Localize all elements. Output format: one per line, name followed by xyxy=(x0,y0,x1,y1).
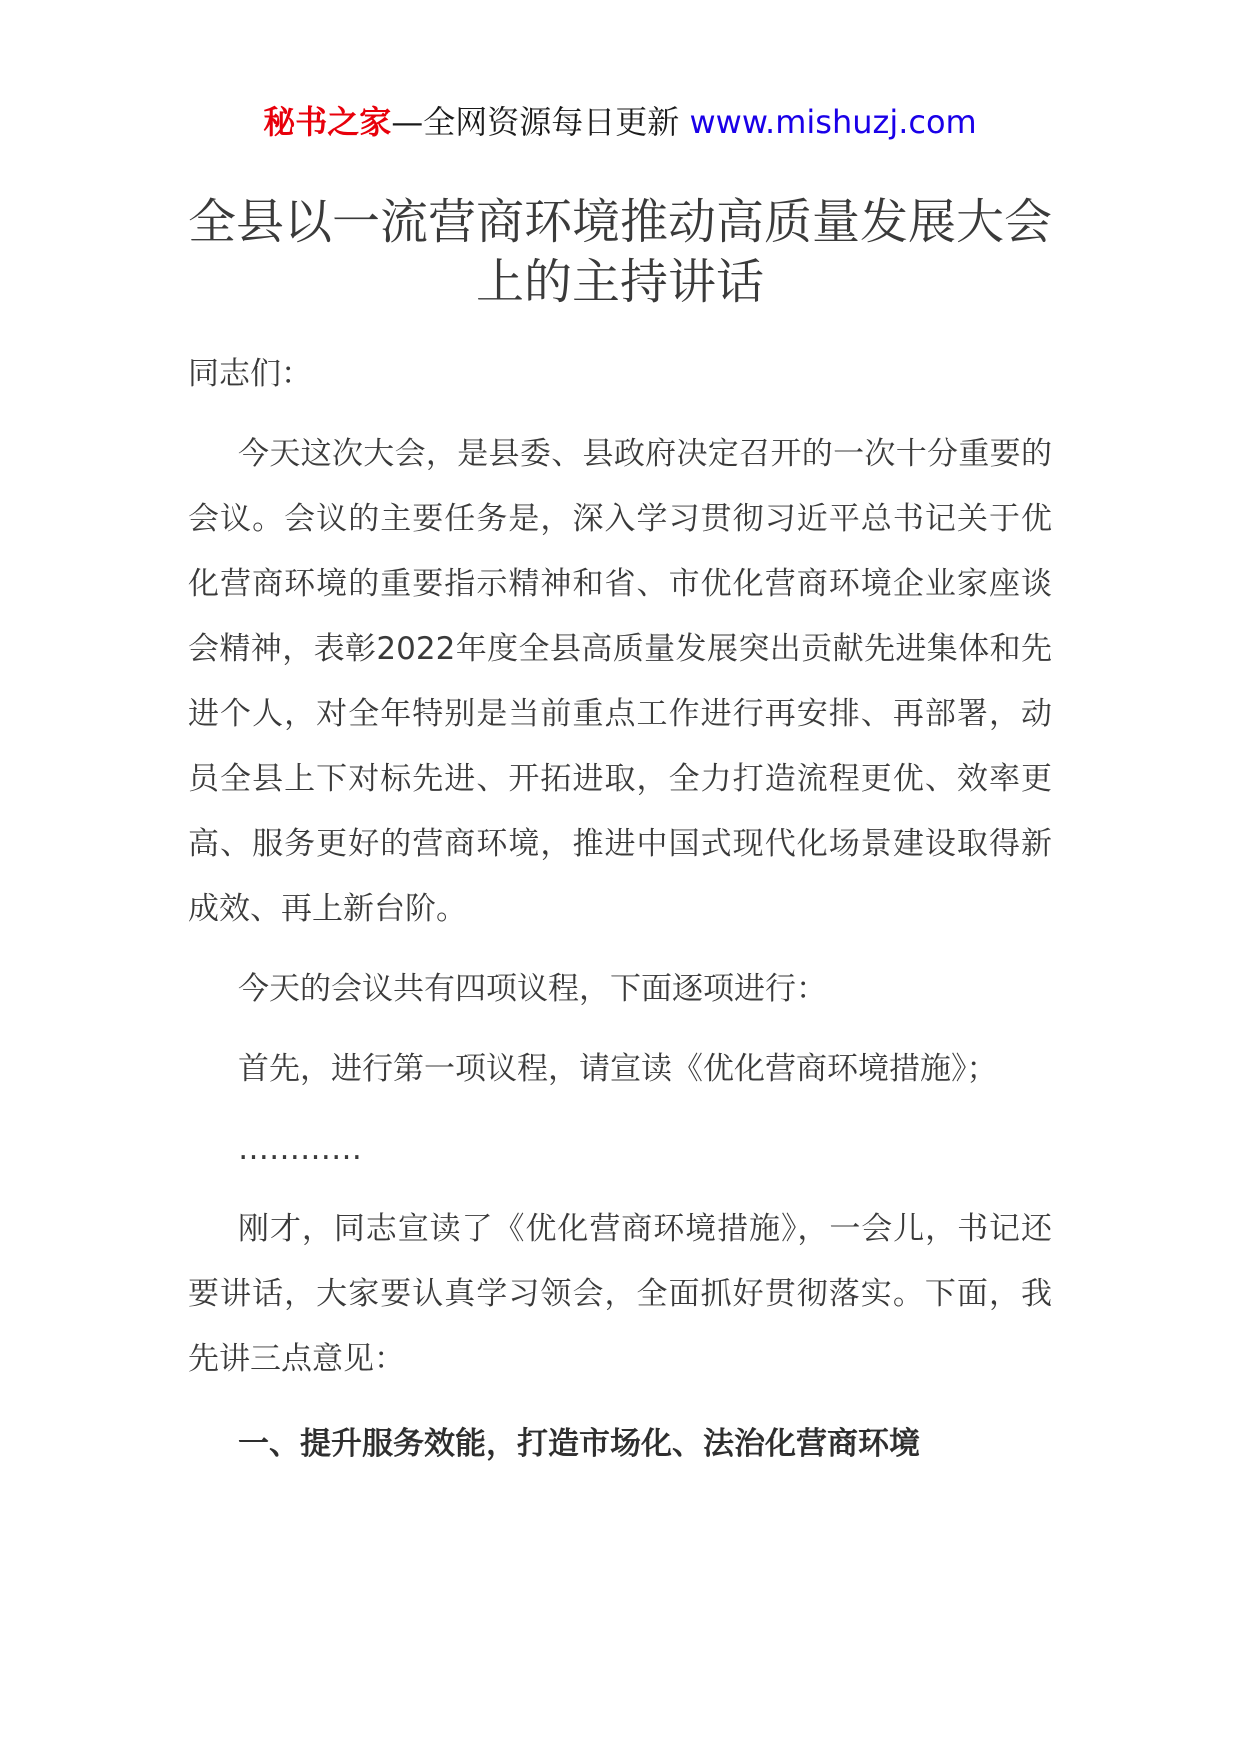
paragraph-remarks: 刚才，同志宣读了《优化营商环境措施》，一会儿，书记还要讲话，大家要认真学习领会，全面抓好贯彻落实。下面，我先讲三点意见： xyxy=(188,1211,1052,1377)
salutation: 同志们： xyxy=(188,356,312,392)
paragraph-agenda: 今天的会议共有四项议程，下面逐项进行： xyxy=(238,971,827,1007)
section-heading: 一、提升服务效能，打造市场化、法治化营商环境 xyxy=(238,1426,920,1462)
document-title: 全县以一流营商环境推动高质量发展大会上的主持讲话 xyxy=(188,194,1053,310)
document-body xyxy=(188,342,1052,1477)
website-link[interactable]: www.mishuzj.com xyxy=(689,103,977,141)
brand-name: 秘书之家 xyxy=(263,103,392,141)
site-header xyxy=(0,100,1240,144)
header-slogan: —全网资源每日更新 xyxy=(391,103,680,141)
paragraph-intro: 今天这次大会，是县委、县政府决定召开的一次十分重要的会议。会议的主要任务是，深入学习贯彻习近平总书记关于优化营商环境的重要指示精神和省、市优化营商环境企业家座谈会精神，表彰2022年度全县高质量发展突出贡献先进集体和先进个人，对全年特别是当前重点工作进行再安排、再部署，动员全县上下对标先进、开拓进取，全力打造流程更优、效率更高、服务更好的营商环境，推进中国式现代化场景建设取得新成效、再上新台阶。 xyxy=(188,436,1052,927)
paragraph-ellipsis: ………… xyxy=(238,1131,362,1167)
paragraph-first-item: 首先，进行第一项议程，请宣读《优化营商环境措施》； xyxy=(238,1051,998,1087)
